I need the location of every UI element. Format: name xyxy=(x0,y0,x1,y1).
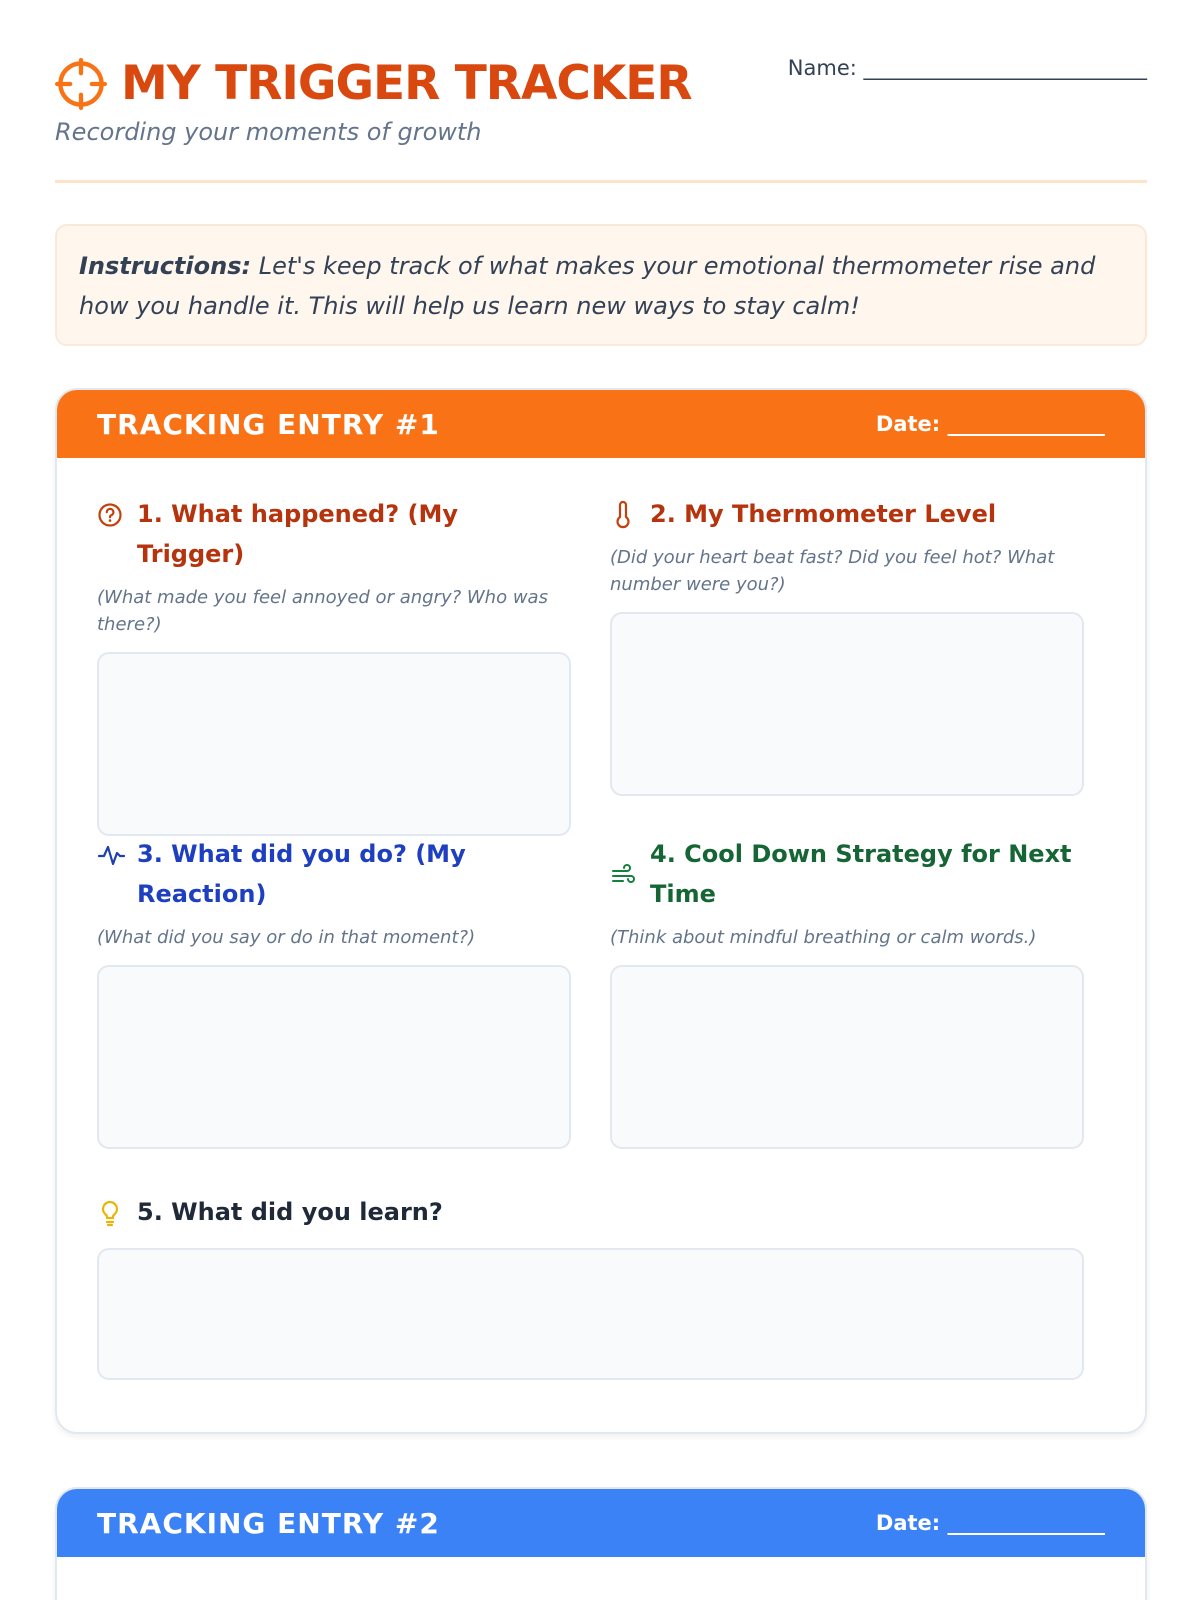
entry-title: TRACKING ENTRY #1 xyxy=(97,407,440,441)
question-label: 5. What did you learn? xyxy=(137,1198,443,1226)
question-label: 3. What did you do? (My Reaction) xyxy=(137,840,466,908)
instructions-box xyxy=(55,224,1147,346)
entry-header xyxy=(57,1489,1145,1557)
crosshair-icon xyxy=(55,58,107,110)
question-reaction xyxy=(97,838,571,1149)
thermometer-icon xyxy=(610,500,640,530)
answer-box-trigger[interactable] xyxy=(97,652,571,836)
entry-header xyxy=(57,390,1145,458)
question-hint: (What made you feel annoyed or angry? Who was there?) xyxy=(97,587,548,635)
answer-box-learned[interactable] xyxy=(97,1248,1084,1380)
entry-date-field[interactable]: Date: _______________ xyxy=(875,412,1105,436)
entry-title: TRACKING ENTRY #2 xyxy=(97,1506,440,1540)
worksheet-page xyxy=(55,0,1147,1600)
wind-icon xyxy=(610,860,640,890)
tracking-entry-card xyxy=(55,1487,1147,1600)
title-row xyxy=(55,56,692,111)
answer-box-thermometer[interactable] xyxy=(610,612,1084,796)
entry-body xyxy=(57,458,1145,1434)
instructions-label: Instructions: xyxy=(79,252,252,280)
tracking-entry-card xyxy=(55,388,1147,1434)
question-cool-down xyxy=(610,838,1084,1149)
lightbulb-icon xyxy=(97,1198,127,1228)
answer-box-reaction[interactable] xyxy=(97,965,571,1149)
name-field[interactable]: Name: ___________________________ xyxy=(787,56,1147,80)
question-thermometer xyxy=(610,498,1084,796)
question-label: 2. My Thermometer Level xyxy=(650,500,997,528)
question-hint: (Did your heart beat fast? Did you feel hot? What number were you?) xyxy=(610,547,1055,595)
help-circle-icon xyxy=(97,500,127,530)
question-learned xyxy=(97,1196,1084,1380)
answer-box-cool-down[interactable] xyxy=(610,965,1084,1149)
activity-icon xyxy=(97,840,127,870)
instructions-text: Let's keep track of what makes your emotional thermometer rise and how you handle it. This will help us learn new ways to stay calm! xyxy=(79,252,1096,320)
page-subtitle: Recording your moments of growth xyxy=(55,118,482,146)
page-header xyxy=(55,52,1147,182)
entry-date-field[interactable]: Date: _______________ xyxy=(875,1511,1105,1535)
header-divider xyxy=(55,180,1147,183)
question-label: 1. What happened? (My Trigger) xyxy=(137,500,458,568)
question-hint: (Think about mindful breathing or calm words.) xyxy=(610,927,1037,948)
page-title: MY TRIGGER TRACKER xyxy=(121,56,692,111)
question-label: 4. Cool Down Strategy for Next Time xyxy=(650,840,1072,908)
question-hint: (What did you say or do in that moment?) xyxy=(97,927,476,948)
question-trigger xyxy=(97,498,571,836)
